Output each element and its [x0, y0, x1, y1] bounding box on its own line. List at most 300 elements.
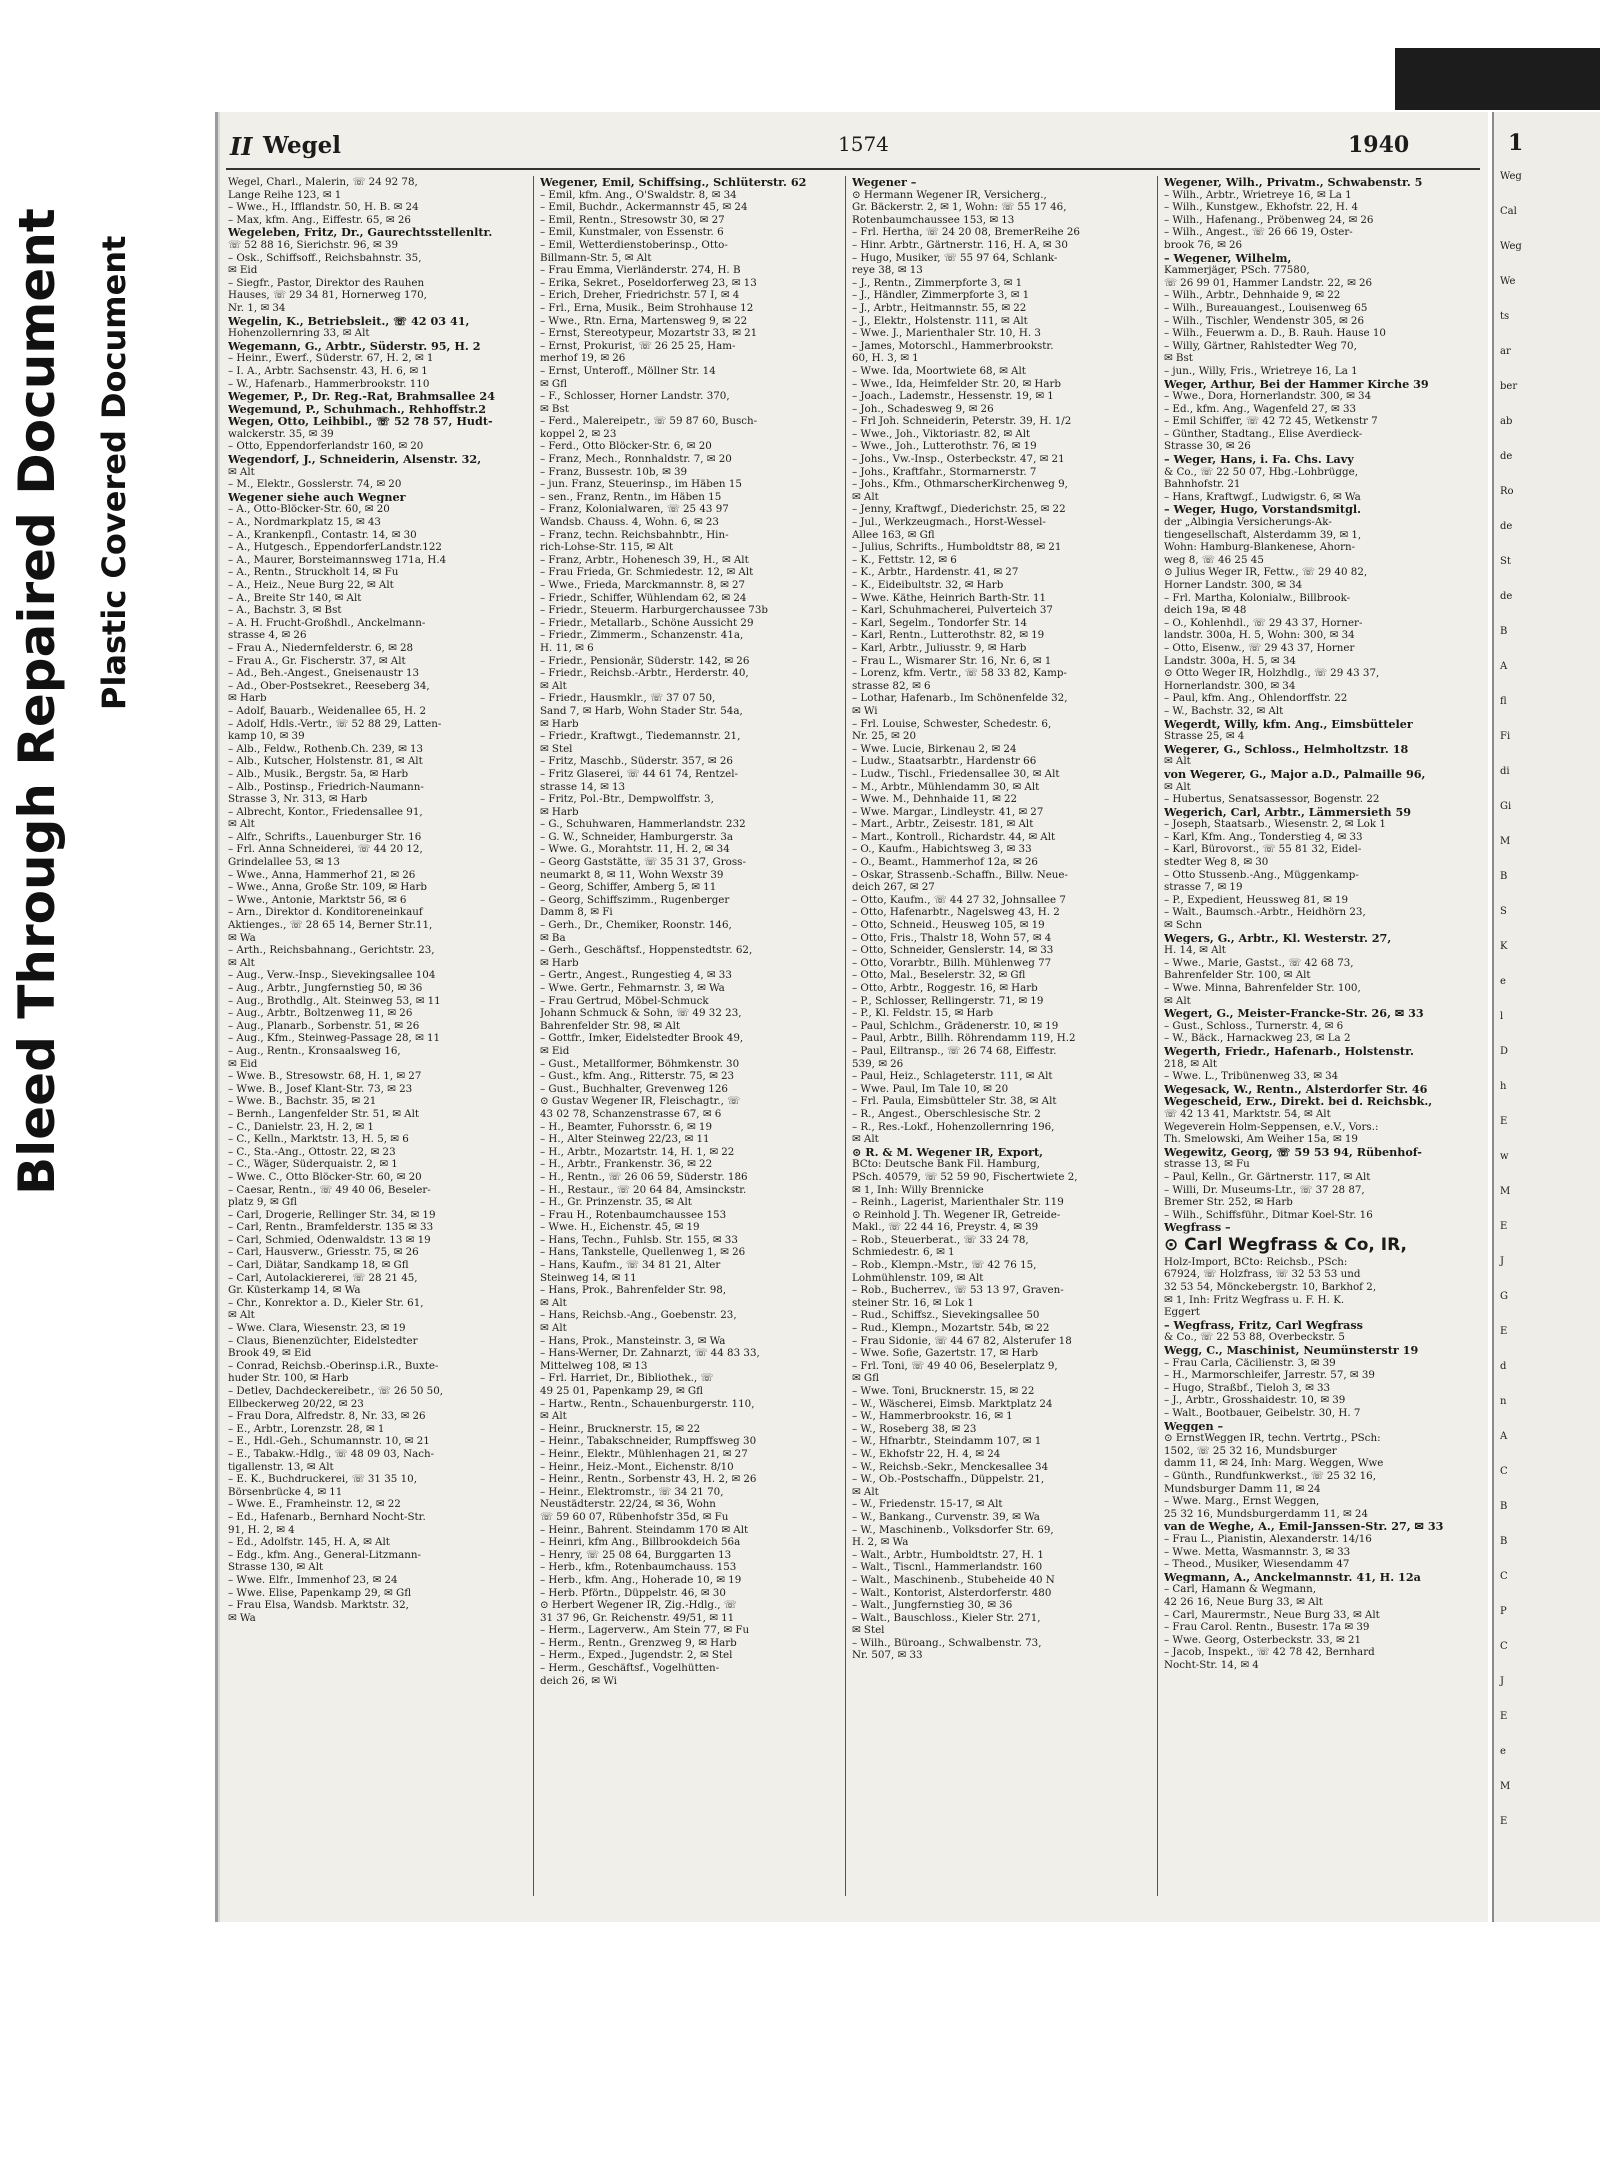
adjacent-page-fragment: Weg	[1500, 171, 1522, 182]
directory-entry: ✉ Harb	[540, 717, 579, 730]
directory-entry: 32 53 54, Mönckebergstr. 10, Barkhof 2,	[1164, 1281, 1377, 1294]
directory-entry: – Carl, Drogerie, Rellinger Str. 34, ✉ 19	[228, 1208, 436, 1221]
directory-entry: ⊙ Gustav Wegener IR, Fleischagtr., ☏	[540, 1095, 741, 1108]
directory-entry: H. 11, ✉ 6	[540, 641, 594, 654]
directory-entry: Ellbeckerweg 20/22, ✉ 23	[228, 1397, 364, 1410]
directory-entry: – Frl. Paula, Eimsbütteler Str. 38, ✉ Alt	[852, 1095, 1057, 1108]
scan-edge-block	[1395, 48, 1600, 110]
directory-entry: – Hans, Prok., Bahrenfelder Str. 98,	[540, 1284, 727, 1297]
directory-entry: – Osk., Schiffsoff., Reichsbahnstr. 35,	[228, 251, 422, 264]
directory-entry: – Aug., Arbtr., Boltzenweg 11, ✉ 26	[228, 1007, 413, 1020]
directory-entry: – A., Krankenpfl., Contastr. 14, ✉ 30	[228, 528, 417, 541]
directory-entry: – Weger, Hans, i. Fa. Chs. Lavy	[1164, 453, 1354, 466]
directory-entry: – Wwe. G., Morahtstr. 11, H. 2, ✉ 34	[540, 843, 730, 856]
directory-entry: – Lothar, Hafenarb., Im Schönenfelde 32,	[852, 692, 1068, 705]
directory-entry: walckerstr. 35, ✉ 39	[228, 427, 334, 440]
directory-entry: – Wwe. H., Eichenstr. 45, ✉ 19	[540, 1221, 700, 1234]
directory-entry: – Gust., Metallformer, Böhmkenstr. 30	[540, 1057, 740, 1070]
directory-entry: – Ad., Ober-Postsekret., Reeseberg 34,	[228, 679, 430, 692]
directory-entry: – R., Angest., Oberschlesische Str. 2	[852, 1107, 1041, 1120]
directory-entry: – Heinr., Bahrent. Steindamm 170 ✉ Alt	[540, 1523, 749, 1536]
directory-entry: – Walt., Bootbauer, Geibelstr. 30, H. 7	[1164, 1407, 1361, 1419]
directory-entry: – Wwe., Anna, Hammerhof 21, ✉ 26	[228, 868, 416, 881]
adjacent-page-fragment: We	[1500, 276, 1516, 287]
directory-entry: – Siegfr., Pastor, Direktor des Rauhen	[228, 276, 425, 289]
directory-entry: – Wilh., Angest., ☏ 26 66 19, Oster-	[1164, 226, 1353, 239]
directory-entry: – Emil, Wetterdienstoberinsp., Otto-	[540, 238, 728, 251]
directory-entry: – J., Rentn., Zimmerpforte 3, ✉ 1	[852, 276, 1023, 289]
directory-entry: – Ferd., Malereipetr., ☏ 59 87 60, Busch-	[540, 415, 758, 428]
directory-entry: ☏ 26 99 01, Hammer Landstr. 22, ✉ 26	[1164, 276, 1373, 289]
directory-entry: – Herm., Exped., Jugendstr. 2, ✉ Stel	[540, 1649, 733, 1662]
directory-entry: Hornerlandstr. 300, ✉ 34	[1164, 679, 1296, 692]
directory-entry: – Herb., kfm., Rotenbaumchauss. 153	[540, 1561, 737, 1574]
directory-entry: – Fritz, Pol.-Btr., Dempwolffstr. 3,	[540, 793, 714, 806]
directory-entry: – Friedr., Steuerm. Harburgerchaussee 73b	[540, 604, 769, 617]
directory-entry: – Frau L., Wismarer Str. 16, Nr. 6, ✉ 1	[852, 654, 1052, 667]
directory-entry: – Johs., Kraftfahr., Stormarnerstr. 7	[852, 465, 1037, 478]
directory-entry: – Wwe. B., Josef Klant-Str. 73, ✉ 23	[228, 1082, 413, 1095]
directory-entry: ✉ Alt	[540, 1296, 567, 1309]
directory-entry: Wegel, Charl., Malerin, ☏ 24 92 78,	[228, 176, 418, 188]
adjacent-page-fragment: G	[1500, 1291, 1508, 1302]
directory-entry: – Heinr., Tabakschneider, Rumpffsweg 30	[540, 1435, 757, 1448]
directory-entry: strasse 82, ✉ 6	[852, 679, 931, 692]
directory-entry: – Wilh., Feuerwm a. D., B. Rauh. Hause 10	[1164, 327, 1386, 340]
directory-entry: Allee 163, ✉ Gfl	[852, 528, 935, 541]
directory-entry: ✉ Eid	[228, 1057, 258, 1070]
directory-entry: ✉ Gfl	[540, 377, 567, 390]
directory-entry: – Otto, Schneider, Genslerstr. 14, ✉ 33	[852, 944, 1054, 957]
directory-entry: Wegerer, G., Schloss., Helmholtzstr. 18	[1164, 742, 1409, 756]
directory-entry: Kammerjäger, PSch. 77580,	[1164, 264, 1310, 277]
directory-entry: H. 2, ✉ Wa	[852, 1536, 909, 1549]
directory-entry: – Wwe. Marg., Ernst Weggen,	[1164, 1495, 1320, 1508]
directory-entry: – J., Arbtr., Grosshaidestr. 10, ✉ 39	[1164, 1394, 1346, 1407]
directory-entry: ✉ Eid	[228, 264, 258, 277]
directory-entry: Hohenzollernring 33, ✉ Alt	[228, 327, 370, 340]
directory-entry: ☏ 59 60 07, Rübenhofstr 35d, ✉ Fu	[540, 1510, 729, 1523]
directory-entry: ✉ Harb	[540, 956, 579, 969]
directory-entry: – Wwe. J., Marienthaler Str. 10, H. 3	[852, 327, 1041, 340]
directory-entry: – Hubertus, Senatsassessor, Bogenstr. 22	[1164, 793, 1380, 806]
directory-entry: – Wwe. C., Otto Blöcker-Str. 60, ✉ 20	[228, 1170, 422, 1183]
directory-entry: deich 26, ✉ Wi	[540, 1674, 617, 1687]
directory-entry: – O., Beamt., Hammerhof 12a, ✉ 26	[852, 856, 1038, 869]
directory-entry: – Emil Schiffer, ☏ 42 72 45, Wetkenstr 7	[1164, 415, 1378, 428]
directory-entry: – Karl, Schuhmacherei, Pulverteich 37	[852, 604, 1053, 617]
directory-entry: van de Weghe, A., Emil-Janssen-Str. 27, ✉ 33	[1164, 1520, 1444, 1533]
directory-entry: Neustädterstr. 22/24, ✉ 36, Wohn	[540, 1498, 716, 1511]
directory-entry: – W., Reichsb.-Sekr., Menckesallee 34	[852, 1460, 1049, 1473]
directory-entry: – W., Ob.-Postschaffn., Düppelstr. 21,	[852, 1473, 1045, 1486]
directory-entry: der „Albingia Versicherungs-Ak-	[1164, 516, 1332, 529]
directory-entry: – Lorenz, kfm. Vertr., ☏ 58 33 82, Kamp-	[852, 667, 1067, 680]
directory-entry: – Frl. Harriet, Dr., Bibliothek., ☏	[540, 1372, 714, 1385]
directory-entry: – Franz, Bussestr. 10b, ✉ 39	[540, 465, 688, 478]
directory-entry: – W., Maschinenb., Volksdorfer Str. 69,	[852, 1523, 1054, 1536]
directory-entry: – Wwe. Sofie, Gazertstr. 17, ✉ Harb	[852, 1347, 1039, 1360]
directory-entry: Weggen –	[1164, 1419, 1224, 1433]
directory-entry: – Karl, Arbtr., Juliusstr. 9, ✉ Harb	[852, 641, 1027, 654]
directory-entry: – C., Danielstr. 23, H. 2, ✉ 1	[228, 1120, 374, 1133]
directory-entry: neumarkt 8, ✉ 11, Wohn Wexstr 39	[540, 868, 724, 881]
directory-entry: Wegener, Emil, Schiffsing., Schlüterstr. 62	[540, 176, 807, 189]
header-rule	[226, 168, 1480, 170]
adjacent-page-fragment: Fi	[1500, 731, 1511, 742]
directory-entry: – Gottfr., Imker, Eidelstedter Brook 49,	[540, 1032, 744, 1045]
directory-entry: – Carl, Maurermstr., Neue Burg 33, ✉ Alt	[1164, 1608, 1380, 1621]
directory-entry: Lange Reihe 123, ✉ 1	[228, 188, 342, 201]
directory-entry: – A., Heiz., Neue Burg 22, ✉ Alt	[228, 579, 394, 591]
directory-entry: – Hans, Prok., Mansteinstr. 3, ✉ Wa	[540, 1334, 726, 1347]
directory-entry: – Wilh., Arbtr., Dehnhaide 9, ✉ 22	[1164, 289, 1341, 302]
directory-entry: Wegerdt, Willy, kfm. Ang., Eimsbütteler	[1164, 717, 1413, 731]
directory-entry: Wegesack, W., Rentn., Alsterdorfer Str. 46	[1164, 1082, 1428, 1096]
directory-entry: – Paul, Heiz., Schlageterstr. 111, ✉ Alt	[852, 1070, 1053, 1083]
adjacent-page-fragment: M	[1500, 1781, 1511, 1792]
adjacent-page-fragment: e	[1500, 1746, 1506, 1757]
directory-entry: – Paul, Eiltransp., ☏ 26 74 68, Eiffestr.	[852, 1044, 1057, 1057]
directory-page-scan	[215, 112, 1488, 1922]
directory-entry: strasse 13, ✉ Fu	[1164, 1158, 1250, 1171]
adjacent-page-fragment: B	[1500, 626, 1508, 637]
directory-entry: strasse 7, ✉ 19	[1164, 881, 1243, 894]
directory-entry: – Herb., kfm. Ang., Hoherade 10, ✉ 19	[540, 1573, 742, 1586]
directory-entry: – Franz, Kolonialwaren, ☏ 25 43 97	[540, 503, 729, 516]
directory-entry: ✉ Alt	[852, 1133, 879, 1146]
adjacent-page-fragment: J	[1500, 1676, 1505, 1687]
directory-entry: ✉ Eid	[540, 1044, 570, 1057]
guide-word: Wegel	[263, 132, 342, 159]
directory-entry: – A., Otto-Blöcker-Str. 60, ✉ 20	[228, 503, 390, 516]
adjacent-page-fragment: E	[1500, 1816, 1508, 1827]
directory-entry: – Walt., Maschinenb., Stubeheide 40 N	[852, 1573, 1055, 1586]
directory-entry: – Aug., Kfm., Steinweg-Passage 28, ✉ 11	[228, 1032, 441, 1045]
directory-entry: – Otto, Vorarbtr., Billh. Mühlenweg 77	[852, 956, 1052, 969]
directory-entry: – Otto, Fris., Thalstr 18, Wohn 57, ✉ 4	[852, 931, 1052, 944]
directory-entry: – E., Tabakw.-Hdlg., ☏ 48 09 03, Nach-	[228, 1447, 435, 1460]
adjacent-page-fragment: fl	[1500, 696, 1507, 707]
directory-entry: – Friedr., Schiffer, Wühlendam 62, ✉ 24	[540, 591, 747, 604]
directory-entry: – Emil, Rentn., Stresowstr 30, ✉ 27	[540, 213, 725, 226]
directory-entry: ✉ 1, Inh: Willy Brennicke	[852, 1183, 984, 1196]
directory-entry: Wegescheid, Erw., Direkt. bei d. Reichsbk.,	[1164, 1095, 1433, 1108]
directory-entry: – Frl., Erna, Musik., Beim Strohhause 12	[540, 301, 754, 314]
directory-entry: – Rob., Bucherrev., ☏ 53 13 97, Graven-	[852, 1284, 1064, 1297]
adjacent-page-fragment: ar	[1500, 346, 1511, 357]
directory-entry: – Carl, Autolackiererei, ☏ 28 21 45,	[228, 1271, 418, 1284]
directory-entry: – Frau Elsa, Wandsb. Marktstr. 32,	[228, 1599, 409, 1612]
directory-entry: – Herm., Lagerverw., Am Stein 77, ✉ Fu	[540, 1624, 750, 1637]
directory-entry: – Carl, Rentn., Bramfelderstr. 135 ✉ 33	[228, 1221, 434, 1234]
directory-entry: ✉ 1, Inh: Fritz Wegfrass u. F. H. K.	[1164, 1293, 1345, 1306]
directory-entry: – Frl. Hertha, ☏ 24 20 08, BremerReihe 26	[852, 226, 1080, 239]
directory-entry: – C., Sta.-Ang., Ottostr. 22, ✉ 23	[228, 1145, 396, 1158]
directory-entry: – Wwe., Marie, Gastst., ☏ 42 68 73,	[1164, 956, 1354, 969]
adjacent-page-fragment: n	[1500, 1396, 1507, 1407]
directory-entry: – Georg, Schiffer, Amberg 5, ✉ 11	[540, 881, 717, 894]
directory-entry: Wegeleben, Fritz, Dr., Gaurechtsstellenltr.	[228, 226, 493, 239]
adjacent-page-fragment: M	[1500, 1186, 1511, 1197]
directory-entry: – Wilh., Schiffsführ., Ditmar Koel-Str. 16	[1164, 1208, 1373, 1221]
adjacent-page-fragment: C	[1500, 1641, 1508, 1652]
directory-entry: – Rob., Steuerberat., ☏ 33 24 78,	[852, 1233, 1029, 1246]
adjacent-page-fragment: l	[1500, 1011, 1504, 1022]
directory-entry: – Rud., Klempn., Mozartstr. 54b, ✉ 22	[852, 1322, 1050, 1335]
directory-entry: – Karl, Kfm. Ang., Tonderstieg 4, ✉ 33	[1164, 830, 1363, 843]
directory-entry: – Otto, Eppendorferlandstr 160, ✉ 20	[228, 440, 424, 453]
directory-entry: – Paul, Schlchm., Grädenerstr. 10, ✉ 19	[852, 1019, 1059, 1032]
directory-entry: – Wwe. L., Tribünenweg 33, ✉ 34	[1164, 1070, 1339, 1083]
adjacent-page-fragment: K	[1500, 941, 1508, 952]
directory-entry: – Wwe. Toni, Brucknerstr. 15, ✉ 22	[852, 1385, 1035, 1397]
directory-entry: – Otto, Schneid., Heusweg 105, ✉ 19	[852, 919, 1045, 932]
directory-entry: – Julius, Schrifts., Humboldtstr 88, ✉ 21	[852, 541, 1062, 554]
directory-entry: ☏ 42 13 41, Marktstr. 54, ✉ Alt	[1164, 1107, 1331, 1120]
directory-entry: – Willy, Gärtner, Rahlstedter Weg 70,	[1164, 339, 1357, 352]
directory-entry: – Ludw., Tischl., Friedensallee 30, ✉ Alt	[852, 767, 1060, 780]
directory-entry: – Günth., Rundfunkwerkst., ☏ 25 32 16,	[1164, 1469, 1377, 1482]
directory-entry: – K., Arbtr., Hardenstr. 41, ✉ 27	[852, 566, 1019, 579]
directory-entry: ⊙ R. & M. Wegener IR, Export,	[852, 1145, 1044, 1159]
directory-entry: Brook 49, ✉ Eid	[228, 1347, 312, 1360]
directory-entry: – C., Wäger, Süderquaistr. 2, ✉ 1	[228, 1158, 398, 1171]
directory-entry: – H., Arbtr., Frankenstr. 36, ✉ 22	[540, 1158, 713, 1171]
directory-entry: – Frau Emma, Vierländerstr. 274, H. B	[540, 264, 741, 277]
directory-entry: ✉ Alt	[1164, 994, 1191, 1007]
directory-entry: – Henry, ☏ 25 08 64, Burggarten 13	[540, 1548, 732, 1561]
directory-entry: – P., Schlosser, Rellingerstr. 71, ✉ 19	[852, 994, 1044, 1007]
directory-entry: – W., Roseberg 38, ✉ 23	[852, 1422, 977, 1435]
directory-entry: – Walt., Jungfernstieg 30, ✉ 36	[852, 1599, 1013, 1612]
directory-entry: 25 32 16, Mundsburgerdamm 11, ✉ 24	[1164, 1507, 1369, 1520]
directory-entry: – Wilh., Arbtr., Wrietreye 16, ✉ La 1	[1164, 188, 1352, 201]
directory-entry: Eggert	[1164, 1306, 1200, 1319]
directory-entry: – Wwe. E., Framheinstr. 12, ✉ 22	[228, 1498, 401, 1511]
directory-entry: Wegen, Otto, Leihbibl., ☏ 52 78 57, Hudt-	[228, 415, 493, 428]
directory-column-2	[540, 176, 840, 1906]
directory-entry: strasse 4, ✉ 26	[228, 629, 307, 642]
directory-entry: – James, Motorschl., Hammerbrookstr.	[852, 339, 1054, 352]
directory-entry: – W., Wäscherei, Eimsb. Marktplatz 24	[852, 1397, 1053, 1410]
directory-entry: – Wwe. Paul, Im Tale 10, ✉ 20	[852, 1082, 1009, 1095]
directory-entry: – Gerh., Geschäftsf., Hoppenstedtstr. 62,	[540, 944, 753, 957]
directory-entry: – Hans, Reichsb.-Ang., Goebenstr. 23,	[540, 1309, 737, 1322]
directory-entry: 91, H. 2, ✉ 4	[228, 1523, 295, 1536]
directory-entry: stedter Weg 8, ✉ 30	[1164, 856, 1269, 869]
directory-entry: – W., Bäck., Harnackweg 23, ✉ La 2	[1164, 1032, 1351, 1045]
directory-entry: – O., Kaufm., Habichtsweg 3, ✉ 33	[852, 843, 1032, 856]
directory-entry: – Wwe. Ida, Moortwiete 68, ✉ Alt	[852, 364, 1026, 377]
directory-entry: – Frau Carla, Cäcilienstr. 3, ✉ 39	[1164, 1356, 1336, 1369]
directory-entry: von Wegerer, G., Major a.D., Palmaille 96,	[1164, 767, 1426, 781]
directory-entry: – Chr., Konrektor a. D., Kieler Str. 61,	[228, 1296, 424, 1309]
directory-entry: – Wilh., Büroang., Schwalbenstr. 73,	[852, 1636, 1042, 1649]
directory-entry: 31 37 96, Gr. Reichenstr. 49/51, ✉ 11	[540, 1611, 735, 1624]
directory-entry: – Wwe. Gertr., Fehmarnstr. 3, ✉ Wa	[540, 982, 725, 994]
directory-entry: – P., Expedient, Heussweg 81, ✉ 19	[1164, 893, 1349, 906]
directory-entry: – Heinr., Rentn., Sorbenstr 43, H. 2, ✉ 26	[540, 1473, 757, 1486]
directory-entry: – Hans-Werner, Dr. Zahnarzt, ☏ 44 83 33,	[540, 1347, 760, 1360]
directory-entry: ⊙ Otto Weger IR, Holzhdlg., ☏ 29 43 37,	[1164, 667, 1380, 680]
directory-entry: – Edg., kfm. Ang., General-Litzmann-	[228, 1548, 421, 1561]
directory-entry: ✉ Wa	[228, 1611, 256, 1624]
bleed-through-label: Bleed Through Repaired Document	[8, 208, 66, 1195]
directory-entry: – Wegfrass, Fritz, Carl Wegfrass	[1164, 1318, 1363, 1332]
adjacent-page-fragment: ab	[1500, 416, 1513, 427]
directory-entry: – Walt., Baumsch.-Arbtr., Heidhörn 23,	[1164, 906, 1366, 919]
directory-entry: ✉ Alt	[228, 1309, 255, 1322]
directory-entry: – Otto Stussenb.-Ang., Müggenkamp-	[1164, 868, 1359, 881]
adjacent-page-scan	[1492, 112, 1600, 1922]
directory-entry: ✉ Alt	[228, 956, 255, 969]
directory-entry: koppel 2, ✉ 23	[540, 427, 617, 440]
adjacent-page-fragment: de	[1500, 521, 1513, 532]
directory-entry: – Hugo, Musiker, ☏ 55 97 64, Schlank-	[852, 251, 1058, 264]
directory-entry: Strasse 130, ✉ Alt	[228, 1561, 324, 1574]
directory-entry: 539, ✉ 26	[852, 1057, 904, 1070]
adjacent-page-fragment: P	[1500, 1606, 1507, 1617]
directory-entry: – Franz, Arbtr., Hohenesch 39, H., ✉ Alt	[540, 553, 749, 566]
directory-entry: – Carl, Hamann & Wegmann,	[1164, 1583, 1317, 1596]
directory-entry: – W., Hfnarbtr., Steindamm 107, ✉ 1	[852, 1435, 1042, 1448]
adjacent-page-fragment: S	[1500, 906, 1507, 917]
directory-entry: Wegerich, Carl, Arbtr., Lämmersieth 59	[1164, 805, 1412, 819]
directory-entry: Lohmühlenstr. 109, ✉ Alt	[852, 1271, 984, 1284]
directory-entry: – Albrecht, Kontor., Friedensallee 91,	[228, 805, 423, 818]
directory-entry: Strasse 25, ✉ 4	[1164, 730, 1245, 743]
directory-entry: Weger, Arthur, Bei der Hammer Kirche 39	[1164, 377, 1429, 391]
directory-entry: weg 8, ☏ 46 25 45	[1164, 553, 1264, 566]
directory-entry: – Wwe. Minna, Bahrenfelder Str. 100,	[1164, 982, 1361, 994]
directory-entry: – R., Res.-Lokf., Hohenzollernring 196,	[852, 1120, 1055, 1133]
directory-entry: – Alb., Postinsp., Friedrich-Naumann-	[228, 780, 424, 793]
directory-entry: – Theod., Musiker, Wiesendamm 47	[1164, 1558, 1350, 1571]
directory-entry: – Wwe. B., Bachstr. 35, ✉ 21	[228, 1095, 377, 1108]
directory-entry: Mundsburger Damm 11, ✉ 24	[1164, 1482, 1321, 1495]
directory-entry: Gr. Bäckerstr. 2, ✉ 1, Wohn: ☏ 55 17 46,	[852, 201, 1067, 214]
directory-entry: – Carl, Hausverw., Griesstr. 75, ✉ 26	[228, 1246, 419, 1259]
directory-entry: – Walt., Tiscnl., Hammerlandstr. 160	[852, 1561, 1043, 1574]
directory-entry: – H., Restaur., ☏ 20 64 84, Amsinckstr.	[540, 1183, 747, 1196]
directory-entry: – Otto, Hafenarbtr., Nagelsweg 43, H. 2	[852, 906, 1060, 919]
directory-entry: – Johs., Vw.-Insp., Osterbeckstr. 47, ✉ 21	[852, 453, 1065, 466]
directory-entry: Hauses, ☏ 29 34 81, Hornerweg 170,	[228, 289, 427, 302]
directory-entry: – Friedr., Hausmklr., ☏ 37 07 50,	[540, 692, 716, 705]
directory-entry: Nocht-Str. 14, ✉ 4	[1164, 1658, 1259, 1671]
directory-entry: – Wwe., Dora, Hornerlandstr. 300, ✉ 34	[1164, 390, 1372, 403]
directory-entry: – Ernst, Unteroff., Möllner Str. 14	[540, 364, 716, 377]
directory-entry: – Arn., Direktor d. Konditoreneinkauf	[228, 906, 423, 919]
directory-entry: – J., Arbtr., Heitmannstr. 55, ✉ 22	[852, 301, 1027, 314]
directory-entry: – Walt., Arbtr., Humboldtstr. 27, H. 1	[852, 1548, 1044, 1561]
directory-entry: Börsenbrücke 4, ✉ 11	[228, 1485, 343, 1498]
directory-entry: – M., Elektr., Gosslerstr. 74, ✉ 20	[228, 478, 402, 491]
directory-year: 1940	[1348, 132, 1410, 158]
directory-entry: Mittelweg 108, ✉ 13	[540, 1359, 648, 1372]
directory-entry: Bahnhofstr. 21	[1164, 478, 1241, 491]
directory-entry: – jun. Franz, Steuerinsp., im Häben 15	[540, 478, 742, 491]
directory-entry: – Gust., Buchhalter, Grevenweg 126	[540, 1082, 728, 1095]
directory-entry: Makl., ☏ 22 44 16, Preystr. 4, ✉ 39	[852, 1221, 1039, 1234]
directory-entry: Wegener, Wilh., Privatm., Schwabenstr. 5	[1164, 176, 1423, 189]
directory-entry: – Frl. Louise, Schwester, Schedestr. 6,	[852, 717, 1052, 730]
directory-entry: – Wwe., Joh., Lutterothstr. 76, ✉ 19	[852, 440, 1037, 453]
directory-entry: Nr. 25, ✉ 20	[852, 730, 916, 743]
directory-entry: & Co., ☏ 22 50 07, Hbg.-Lohbrügge,	[1164, 465, 1358, 478]
directory-entry: ✉ Alt	[852, 490, 879, 503]
directory-entry: – Fritz, Maschb., Süderstr. 357, ✉ 26	[540, 755, 733, 768]
directory-entry: ✉ Alt	[1164, 755, 1191, 768]
directory-entry: Aktienges., ☏ 28 65 14, Berner Str.11,	[228, 919, 433, 932]
directory-entry: & Co., ☏ 22 53 88, Overbeckstr. 5	[1164, 1331, 1345, 1344]
directory-column-1	[228, 176, 528, 1906]
directory-entry: – Fritz Glaserei, ☏ 44 61 74, Rentzel-	[540, 767, 738, 780]
directory-entry: – Rob., Klempn.-Mstr., ☏ 42 76 15,	[852, 1259, 1037, 1272]
directory-entry: Wegendorf, J., Schneiderin, Alsenstr. 32,	[228, 453, 482, 466]
directory-entry: – I. A., Arbtr. Sachsenstr. 43, H. 6, ✉ 1	[228, 364, 428, 377]
directory-entry: – A., Rentn., Struckholt 14, ✉ Fu	[228, 566, 399, 579]
directory-entry: – Johs., Kfm., OthmarscherKirchenweg 9,	[852, 478, 1068, 491]
directory-entry: – Alb., Musik., Bergstr. 5a, ✉ Harb	[228, 767, 409, 780]
directory-entry: – P., Kl. Feldstr. 15, ✉ Harb	[852, 1007, 994, 1020]
directory-entry: Wegemund, P., Schuhmach., Rehhoffstr.2	[228, 402, 487, 416]
directory-entry: – A., Maurer, Borsteimannsweg 171a, H.4	[228, 553, 447, 566]
directory-entry: – Wegener, Wilhelm,	[1164, 251, 1292, 265]
directory-entry: BCto: Deutsche Bank Fil. Hamburg,	[852, 1158, 1040, 1171]
directory-entry: – Heinri, kfm Ang., Billbrookdeich 56a	[540, 1536, 741, 1549]
adjacent-page-fragment: A	[1500, 661, 1508, 672]
plastic-covered-label: Plastic Covered Document	[95, 235, 133, 710]
adjacent-page-fragment: B	[1500, 1501, 1508, 1512]
directory-entry: – Mart., Kontroll., Richardstr. 44, ✉ Alt	[852, 830, 1056, 843]
directory-entry: Johann Schmuck & Sohn, ☏ 49 32 23,	[540, 1007, 742, 1020]
directory-entry: – J., Händler, Zimmerpforte 3, ✉ 1	[852, 289, 1030, 302]
directory-entry: ⊙ Herbert Wegener IR, Zig.-Hdlg., ☏	[540, 1599, 737, 1612]
directory-entry: ✉ Wi	[852, 704, 878, 717]
directory-entry: – H., Alter Steinweg 22/23, ✉ 11	[540, 1133, 710, 1146]
directory-entry: tiengesellschaft, Alsterdamm 39, ✉ 1,	[1164, 528, 1362, 541]
directory-entry: – Wwe. Elfr., Immenhof 23, ✉ 24	[228, 1573, 398, 1586]
directory-entry: Grindelallee 53, ✉ 13	[228, 856, 340, 869]
directory-entry: Damm 8, ✉ Fi	[540, 906, 613, 919]
directory-entry: – K., Fettstr. 12, ✉ 6	[852, 553, 957, 566]
directory-entry: – Paul, Kelln., Gr. Gärtnerstr. 117, ✉ Alt	[1164, 1170, 1371, 1183]
directory-entry: – Ed., Adolfstr. 145, H. A, ✉ Alt	[228, 1536, 390, 1549]
directory-entry: Schmiedestr. 6, ✉ 1	[852, 1246, 955, 1259]
directory-entry: – Joach., Lademstr., Hessenstr. 19, ✉ 1	[852, 390, 1054, 403]
directory-entry: – Friedr., Reichsb.-Arbtr., Herderstr. 40,	[540, 667, 749, 680]
directory-entry: 1502, ☏ 25 32 16, Mundsburger	[1164, 1444, 1337, 1457]
directory-entry: – Paul, kfm. Ang., Ohlendorffstr. 22	[1164, 692, 1348, 705]
adjacent-page-header: 1	[1508, 130, 1524, 156]
directory-entry: Holz-Import, BCto: Reichsb., PSch:	[1164, 1255, 1348, 1268]
adjacent-page-fragment: B	[1500, 871, 1508, 882]
directory-entry: – Frau Dora, Alfredstr. 8, Nr. 33, ✉ 26	[228, 1410, 426, 1423]
adjacent-page-fragment: de	[1500, 451, 1513, 462]
adjacent-page-fragment: ber	[1500, 381, 1518, 392]
directory-entry: Bahrenfelder Str. 98, ✉ Alt	[540, 1019, 681, 1032]
directory-entry: – Ludw., Staatsarbtr., Hardenstr 66	[852, 755, 1037, 768]
adjacent-page-fragment: E	[1500, 1711, 1508, 1722]
directory-entry: Wegelin, K., Betriebsleit., ☏ 42 03 41,	[228, 314, 470, 328]
directory-entry: – Wwe., Rtn. Erna, Martensweg 9, ✉ 22	[540, 314, 748, 327]
directory-entry: – jun., Willy, Fris., Wrietreye 16, La 1	[1164, 364, 1358, 377]
directory-entry: – Wwe. Käthe, Heinrich Barth-Str. 11	[852, 591, 1047, 604]
adjacent-page-fragment: Gi	[1500, 801, 1512, 812]
directory-entry: platz 9, ✉ Gfl	[228, 1196, 297, 1209]
